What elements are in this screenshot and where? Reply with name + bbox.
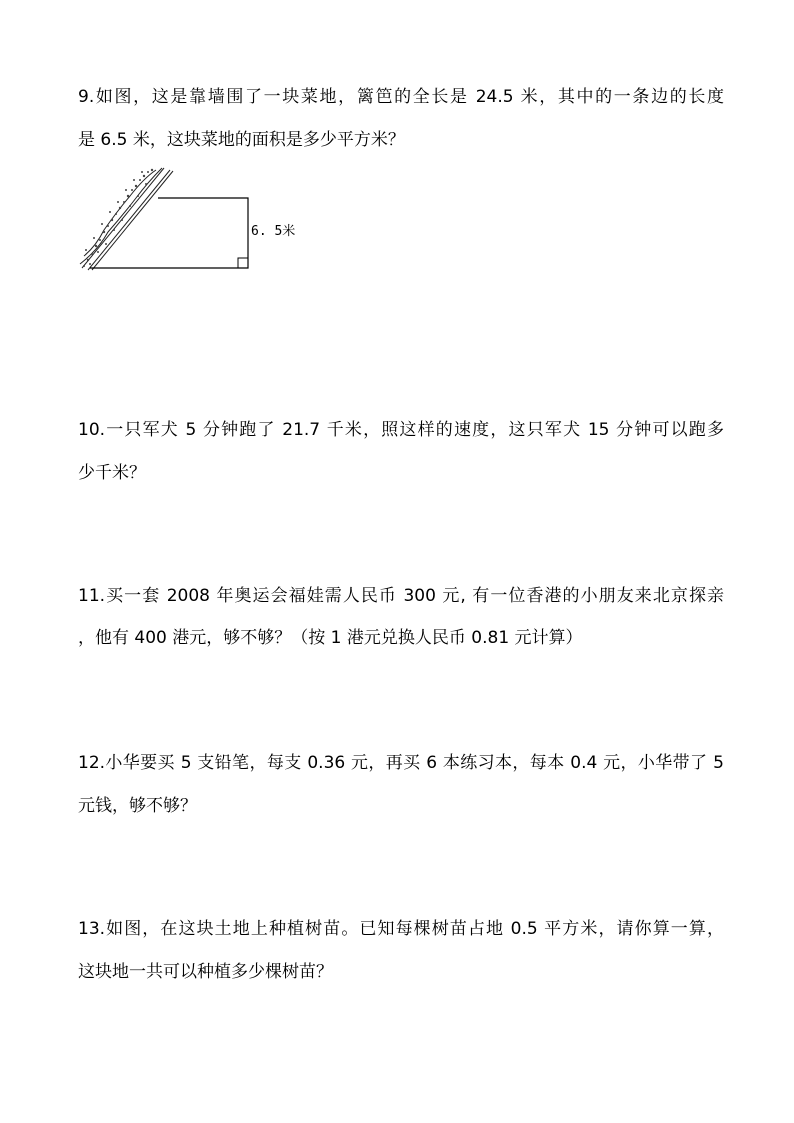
question-9-line-1: 9.如图，这是靠墙围了一块菜地，篱笆的全长是 24.5 米，其中的一条边的长度 [78,87,724,107]
question-12-line-1: 12.小华要买 5 支铅笔，每支 0.36 元，再买 6 本练习本，每本 0.4 元，小华带了 5 [78,753,724,773]
question-13-line-1: 13.如图，在这块土地上种植树苗。已知每棵树苗占地 0.5 平方米，请你算一算， [78,919,724,939]
garden-figure [78,160,300,280]
question-10-line-2: 少千米？ [78,463,146,483]
fence-outline [90,198,248,268]
question-11-line-2: ，他有 400 港元，够不够？（按 1 港元兑换人民币 0.81 元计算） [78,628,583,648]
wall-hatching [80,168,173,270]
question-13-line-2: 这块地一共可以种植多少棵树苗？ [78,962,333,982]
side-length-label: 6. 5米 [251,224,296,239]
garden-diagram [78,160,300,280]
question-10-line-1: 10.一只军犬 5 分钟跑了 21.7 千米，照这样的速度，这只军犬 15 分钟可以跑多 [78,420,724,440]
right-angle-mark [238,258,248,268]
question-9-line-2: 是 6.5 米，这块菜地的面积是多少平方米？ [78,130,405,150]
question-11-line-1: 11.买一套 2008 年奥运会福娃需人民币 300 元, 有一位香港的小朋友来北京探亲 [78,586,724,606]
question-12-line-2: 元钱，够不够？ [78,796,197,816]
